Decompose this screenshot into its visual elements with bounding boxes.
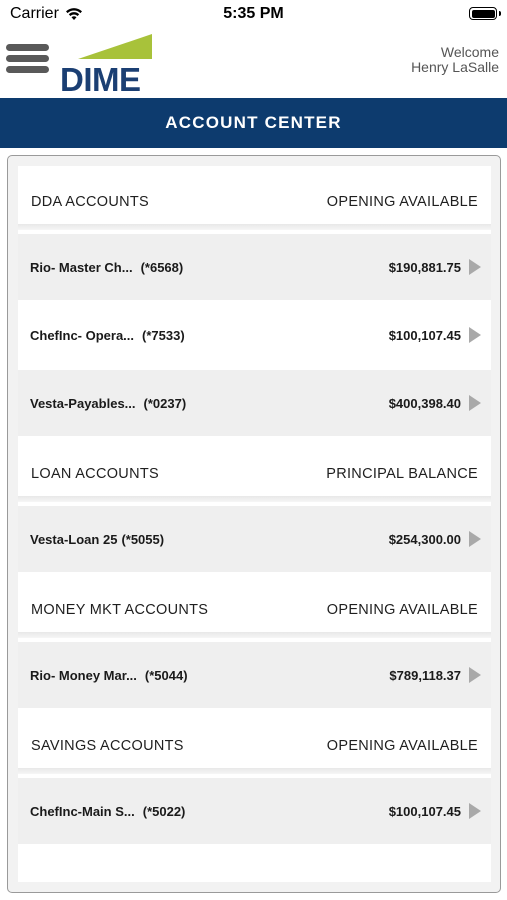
title-bar <box>0 98 507 148</box>
carrier-label: Carrier <box>10 5 59 22</box>
account-amount: $100,107.45 <box>388 327 461 343</box>
user-name: Henry LaSalle <box>411 59 499 75</box>
chevron-right-icon <box>469 667 481 683</box>
accounts-panel <box>7 155 501 893</box>
section-label: SAVINGS ACCOUNTS <box>31 738 184 754</box>
logo-text: DIME <box>60 61 141 92</box>
account-row[interactable] <box>18 642 491 708</box>
section-label: LOAN ACCOUNTS <box>31 466 159 482</box>
account-name: Rio- Money Mar... <box>30 667 137 683</box>
status-bar <box>0 0 507 28</box>
account-amount: $789,118.37 <box>389 667 461 683</box>
account-name: Vesta-Loan 25 <box>30 531 118 547</box>
column-label: OPENING AVAILABLE <box>326 194 478 210</box>
account-name: Rio- Master Ch... <box>30 259 133 275</box>
account-amount: $190,881.75 <box>388 259 461 275</box>
chevron-right-icon <box>469 327 481 343</box>
account-row[interactable] <box>18 778 491 844</box>
account-number: (*7533) <box>142 327 185 343</box>
account-number: (*6568) <box>140 259 184 275</box>
account-amount: $400,398.40 <box>388 395 461 411</box>
section-header-dda <box>18 174 491 230</box>
account-number: (*5055) <box>121 531 165 547</box>
account-name: Vesta-Payables... <box>30 395 136 411</box>
section-header-savings <box>18 718 491 774</box>
chevron-right-icon <box>469 259 481 275</box>
account-amount: $100,107.45 <box>388 803 461 819</box>
section-label: DDA ACCOUNTS <box>31 194 150 210</box>
account-name: ChefInc-Main S... <box>30 803 135 819</box>
chevron-right-icon <box>469 395 481 411</box>
account-amount: $254,300.00 <box>388 531 461 547</box>
chevron-right-icon <box>469 531 481 547</box>
chevron-right-icon <box>469 803 481 819</box>
page-title: ACCOUNT CENTER <box>165 113 342 132</box>
account-name: ChefInc- Opera... <box>30 327 135 343</box>
hamburger-icon[interactable] <box>6 44 49 76</box>
column-label: OPENING AVAILABLE <box>326 738 478 754</box>
battery-icon <box>469 7 497 20</box>
section-header-money-market <box>18 582 491 638</box>
account-row[interactable] <box>18 506 491 572</box>
section-label: MONEY MKT ACCOUNTS <box>31 602 209 618</box>
account-row[interactable] <box>18 370 491 436</box>
column-label: OPENING AVAILABLE <box>326 602 478 618</box>
account-number: (*5044) <box>144 667 188 683</box>
welcome-message <box>411 45 499 75</box>
accounts-list <box>18 166 491 882</box>
section-header-loan <box>18 446 491 502</box>
account-row[interactable] <box>18 302 491 368</box>
welcome-label: Welcome <box>440 44 499 60</box>
account-number: (*0237) <box>143 395 187 411</box>
app-header <box>0 30 507 98</box>
battery-level <box>472 10 495 18</box>
status-time: 5:35 PM <box>223 5 284 22</box>
account-number: (*5022) <box>142 803 186 819</box>
dime-logo <box>60 34 153 92</box>
account-row[interactable] <box>18 234 491 300</box>
column-label: PRINCIPAL BALANCE <box>326 466 478 482</box>
